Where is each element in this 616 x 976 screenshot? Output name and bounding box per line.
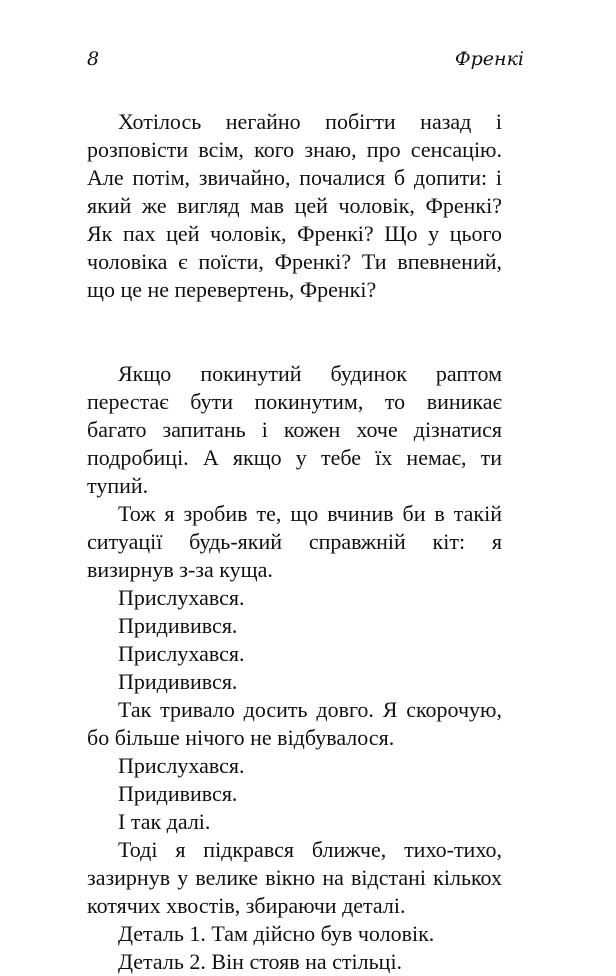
paragraph: Якщо покинутий будинок раптом перестає бути покинутим, то виникає багато запитань і кожен хоче дізнатися подробиці. А якщо у тебе їх немає, ти тупий. — [87, 361, 502, 498]
paragraph: Придивився. — [118, 613, 238, 638]
running-title: Френкі — [454, 48, 524, 70]
paragraph: Тож я зробив те, що вчинив би в такій ситуації будь-який справжній кіт: я визирнув з-за куща. — [87, 501, 502, 582]
paragraph: І так далі. — [118, 809, 211, 834]
paragraph: Тоді я підкрався ближче, тихо-тихо, зазирнув у велике вікно на відстані кількох котячих хвостів, збираючи деталі. — [87, 837, 502, 918]
paragraph: Придивився. — [118, 781, 238, 806]
paragraph: Деталь 1. Там дійсно був чоловік. — [118, 921, 435, 946]
paragraph: Прислухався. — [118, 641, 245, 666]
page-number: 8 — [87, 48, 100, 70]
paragraph: Придивився. — [118, 669, 238, 694]
paragraph: Прислухався. — [118, 753, 245, 778]
page-header — [87, 48, 524, 76]
paragraph: Хотілось негайно побігти назад і розповісти всім, кого знаю, про сенсацію. Але потім, звичайно, почалися б допити: і який же вигляд мав цей чоловік, Френкі? Як пах цей чоловік, Френкі? Що у цього чоловіка є поїсти, Френкі? Ти впевнений, що це не перевертень, Френкі? — [87, 109, 502, 302]
body-text — [87, 108, 502, 976]
paragraph: Деталь 2. Він стояв на стільці. — [118, 949, 403, 974]
paragraph: Прислухався. — [118, 585, 245, 610]
paragraph: Так тривало досить довго. Я скорочую, бо більше нічого не відбувалося. — [87, 697, 502, 750]
